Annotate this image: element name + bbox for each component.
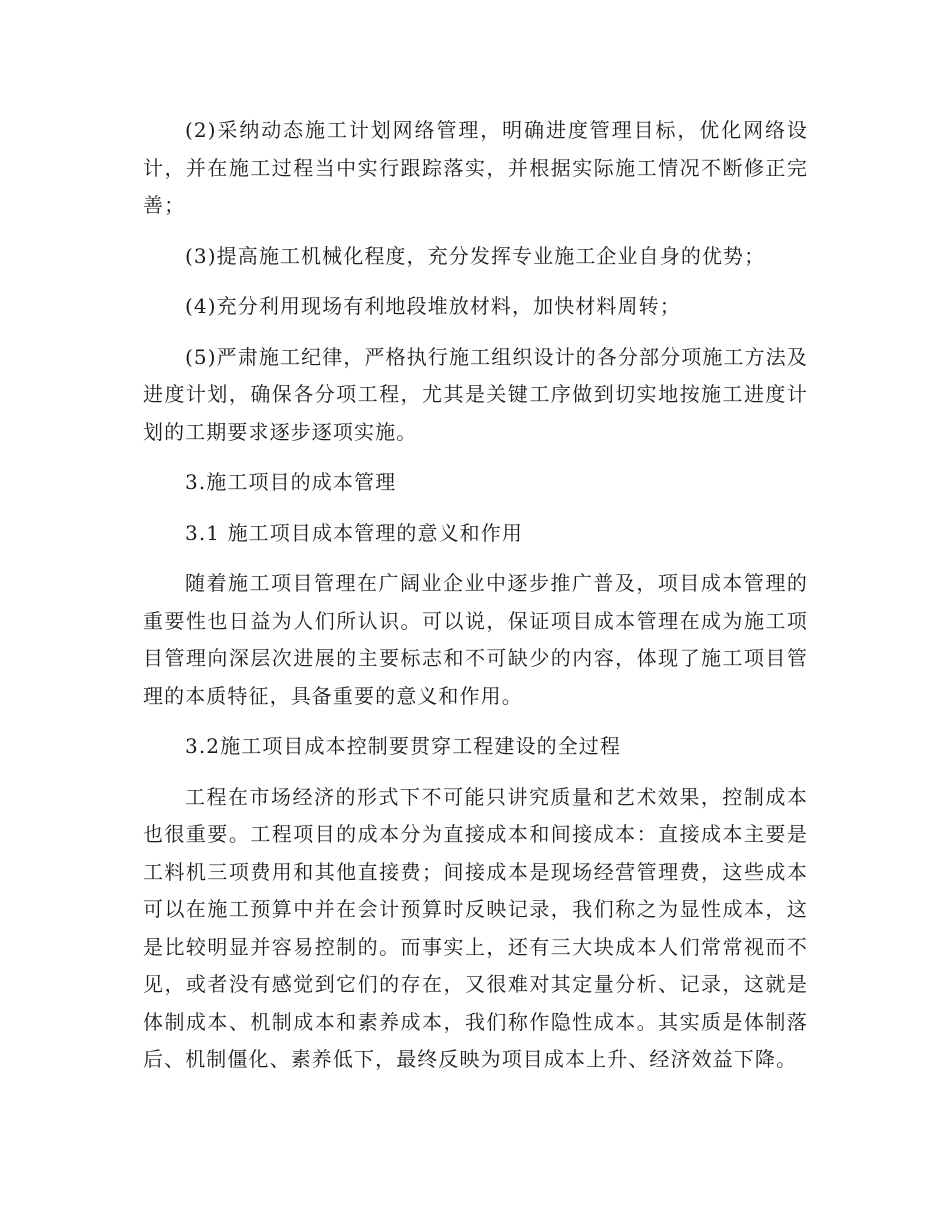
subsection-heading-3-1: 3.1 施工项目成本管理的意义和作用: [185, 520, 523, 545]
paragraph-item-5: (5)严肃施工纪律，严格执行施工组织设计的各分部分项施工方法及进度计划，确保各分项工程，尤其是关键工序做到切实地按施工进度计划的工期要求逐步逐项实施。: [143, 344, 808, 444]
subsection-heading-3-2: 3.2施工项目成本控制要贯穿工程建设的全过程: [185, 734, 622, 758]
paragraph-item-2: (2)采纳动态施工计划网络管理，明确进度管理目标，优化网络设计，并在施工过程当中实行跟踪落实，并根据实际施工情况不断修正完善；: [143, 118, 808, 217]
section-heading-3: 3.施工项目的成本管理: [185, 470, 397, 494]
paragraph-item-3: (3)提高施工机械化程度，充分发挥专业施工企业自身的优势；: [185, 243, 766, 268]
document-body: [143, 112, 808, 1079]
paragraph-cost-management-significance: 随着施工项目管理在广阔业企业中逐步推广普及，项目成本管理的重要性也日益为人们所认识。可以说，保证项目成本管理在成为施工项目管理向深层次进展的主要标志和不可缺少的内容，体现了施工项目管理的本质特征，具备重要的意义和作用。: [143, 571, 808, 708]
paragraph-item-4: (4)充分利用现场有利地段堆放材料，加快材料周转；: [185, 294, 681, 318]
paragraph-cost-control: 工程在市场经济的形式下不可能只讲究质量和艺术效果，控制成本也很重要。工程项目的成本分为直接成本和间接成本：直接成本主要是工料机三项费用和其他直接费；间接成本是现场经营管理费，这些成本可以在施工预算中并在会计预算时反映记录，我们称之为显性成本，这是比较明显并容易控制的。而事实上，还有三大块成本人们常常视而不见，或者没有感觉到它们的存在，又很难对其定量分析、记录，这就是体制成本、机制成本和素养成本，我们称作隐性成本。其实质是体制落后、机制僵化、素养低下，最终反映为项目成本上升、经济效益下降。: [143, 784, 808, 1071]
